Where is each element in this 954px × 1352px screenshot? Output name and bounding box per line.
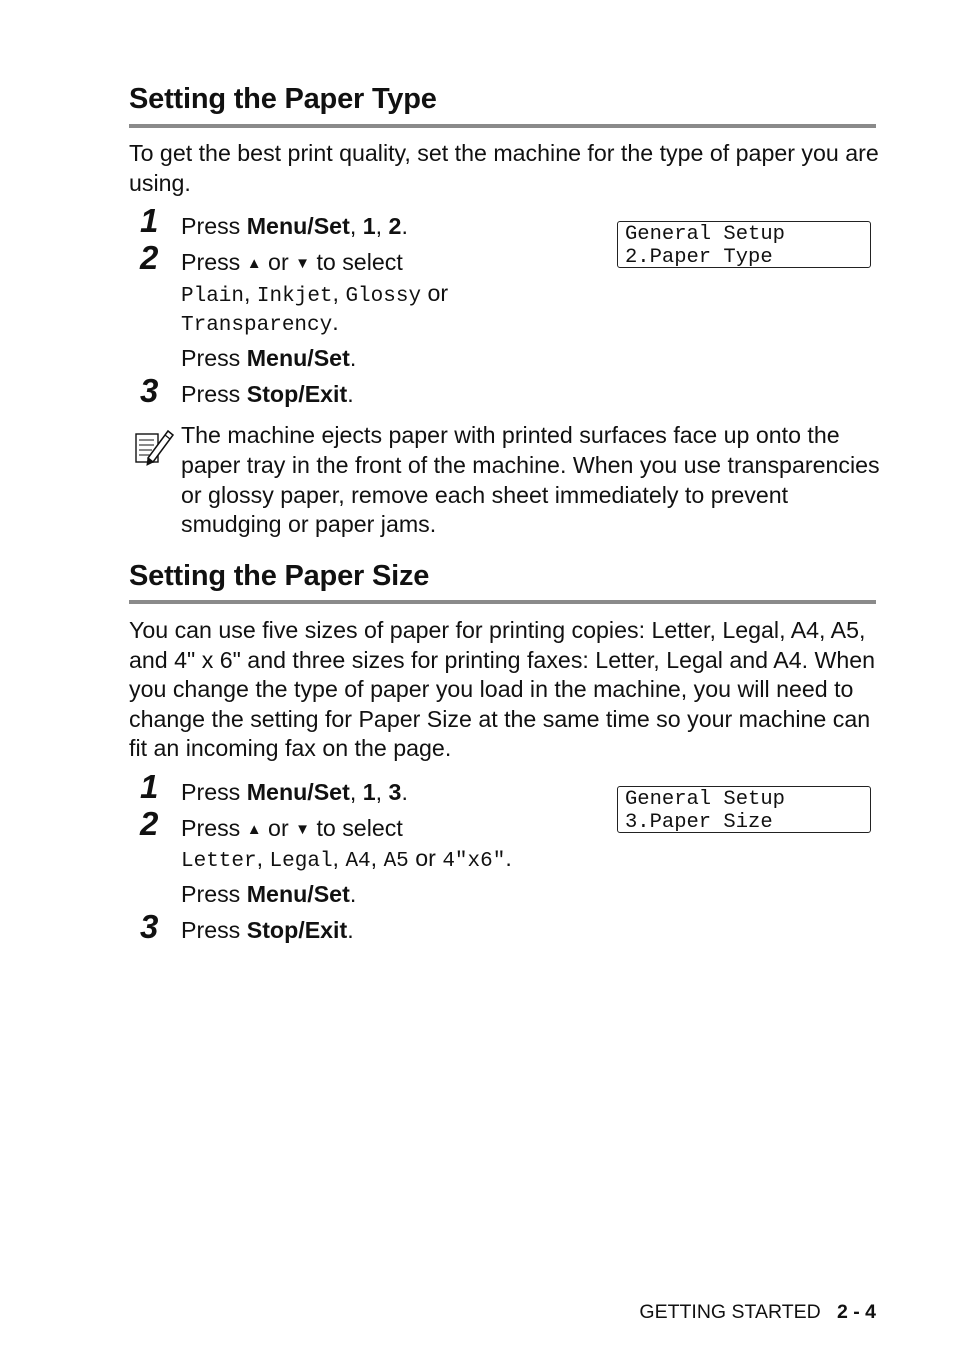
- down-arrow-icon: ▼: [295, 821, 310, 838]
- section-title-paper-size: Setting the Paper Size: [129, 560, 430, 592]
- section-divider: [129, 124, 876, 128]
- lcd-display-paper-type: [617, 221, 871, 268]
- section-title-paper-type: Setting the Paper Type: [129, 83, 437, 115]
- paper-size-step-2-confirm: Press Menu/Set.: [181, 881, 357, 907]
- paper-size-step-1: Press Menu/Set, 1, 3.: [181, 779, 408, 805]
- step-number-1: 1: [140, 768, 159, 805]
- lcd-line-1: General Setup: [625, 788, 785, 811]
- step-number-3: 3: [140, 372, 159, 409]
- paper-type-note: The machine ejects paper with printed surfaces face up onto the paper tray in the front of the machine. When you use transparencies or glossy paper, remove each sheet immediately to prevent smudging or paper jams.: [181, 422, 880, 538]
- paper-size-step-3: Press Stop/Exit.: [181, 917, 354, 943]
- paper-type-intro: To get the best print quality, set the machine for the type of paper you are using.: [129, 140, 879, 196]
- footer-page-number: 2 - 4: [836, 1301, 876, 1323]
- paper-type-step-3: Press Stop/Exit.: [181, 381, 354, 407]
- step-number-1: 1: [140, 202, 159, 239]
- lcd-line-2: 2.Paper Type: [625, 246, 773, 269]
- lcd-display-paper-size: [617, 786, 871, 833]
- note-pencil-icon: [134, 425, 176, 467]
- paper-size-intro: You can use five sizes of paper for printing copies: Letter, Legal, A4, A5, and 4" x 6" and three sizes for printing faxes: Letter, Legal and A4. When you change the type of paper you load in the machine, you will need to change the setting for Paper Size at the same time so your machine can fit an incoming fax on the page.: [129, 617, 876, 762]
- lcd-line-1: General Setup: [625, 223, 785, 246]
- paper-type-options-line-1: Plain, Inkjet, Glossy or: [181, 280, 449, 308]
- down-arrow-icon: ▼: [295, 255, 310, 272]
- step-number-3: 3: [140, 908, 159, 945]
- footer-chapter: GETTING STARTED: [639, 1301, 821, 1323]
- page-footer: [500, 1300, 876, 1324]
- paper-type-step-2-confirm: Press Menu/Set.: [181, 345, 357, 371]
- step-number-2: 2: [140, 239, 159, 276]
- step-number-2: 2: [140, 805, 159, 842]
- paper-type-step-2: Press ▲ or ▼ to select: [181, 249, 403, 275]
- paper-size-step-2: Press ▲ or ▼ to select: [181, 815, 403, 841]
- section-divider: [129, 600, 876, 604]
- up-arrow-icon: ▲: [246, 255, 262, 272]
- paper-size-options-line: Letter, Legal, A4, A5 or 4"x6".: [181, 845, 512, 873]
- paper-type-options-line-2: Transparency.: [181, 309, 339, 337]
- lcd-line-2: 3.Paper Size: [625, 811, 773, 834]
- up-arrow-icon: ▲: [246, 821, 262, 838]
- paper-type-step-1: Press Menu/Set, 1, 2.: [181, 213, 408, 239]
